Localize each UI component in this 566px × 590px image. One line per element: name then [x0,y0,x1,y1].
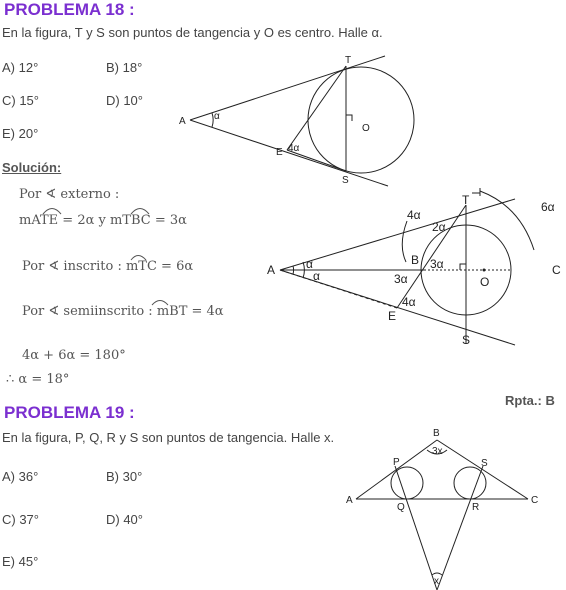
sol-label-2alpha: 2α [432,220,446,234]
label-E: E [276,147,283,158]
label-T: T [345,55,352,66]
p19-label-Q: Q [397,502,405,513]
option-a: A) 12° [2,60,39,75]
sol-label-A: A [267,263,276,277]
p19-label-R: R [472,502,480,513]
sol-label-E: E [388,309,397,323]
p19-label-S: S [481,458,488,469]
sol-label-C: C [552,263,561,277]
p19-label-x: x [434,576,439,587]
problem-18-title: PROBLEMA 18 : [4,0,135,19]
sol-label-alpha-2: α [313,269,320,283]
option-b: B) 18° [106,60,143,75]
problem-18-statement: En la figura, T y S son puntos de tangencia y O es centro. Halle α. [2,25,383,40]
sol-label-3alpha-left: 3α [394,272,408,286]
option-d: D) 10° [106,93,143,108]
p19-option-b: B) 30° [106,469,143,484]
p19-option-a: A) 36° [2,469,39,484]
label-4alpha: 4α [288,143,300,154]
label-O: O [362,123,370,134]
p19-option-d: D) 40° [106,512,143,527]
solution-arc-ATE: mATE = 2α [19,213,95,228]
problem-19-statement: En la figura, P, Q, R y S son puntos de tangencia. Halle x. [2,430,335,445]
option-c: C) 15° [2,93,39,108]
p19-label-A: A [346,495,353,506]
p19-label-C: C [531,495,539,506]
p19-option-e: E) 45° [2,554,39,569]
sol-label-alpha-1: α [306,257,313,271]
problem-19-title: PROBLEMA 19 : [4,403,135,422]
p19-label-P: P [393,457,400,468]
solution-line-5: 4α + 6α = 180° [22,348,126,363]
p19-label-3x: 3x [432,446,443,457]
sol-label-4alpha: 4α [402,295,416,309]
sol-label-3alpha-right: 3α [430,257,444,271]
label-alpha: α [214,111,220,122]
sol-label-O: O [480,275,490,289]
sol-label-B: B [411,253,420,267]
solution-line-1: Por ∢ externo : [19,187,120,202]
solution-line-2-connector: y [94,213,110,228]
label-S: S [342,175,349,186]
p19-option-c: C) 37° [2,512,39,527]
sol-label-arc-4alpha: 4α [407,208,421,222]
sol-label-arc-6alpha: 6α [541,200,555,214]
solution-line-6: ∴ α = 18° [6,372,70,387]
label-A: A [179,116,186,127]
solution-line-4: Por ∢ semiinscrito : mBT = 4α [22,304,224,319]
solution-arc-TBC: mTBC = 3α [109,213,187,228]
sol-label-S: S [462,333,471,347]
p19-label-B: B [433,428,440,439]
solution-heading: Solución: [2,160,62,175]
solution-line-3: Por ∢ inscrito : mTC = 6α [22,259,194,274]
answer-label: Rpta.: B [505,393,555,408]
sol-label-T: T [462,193,470,207]
option-e: E) 20° [2,126,39,141]
